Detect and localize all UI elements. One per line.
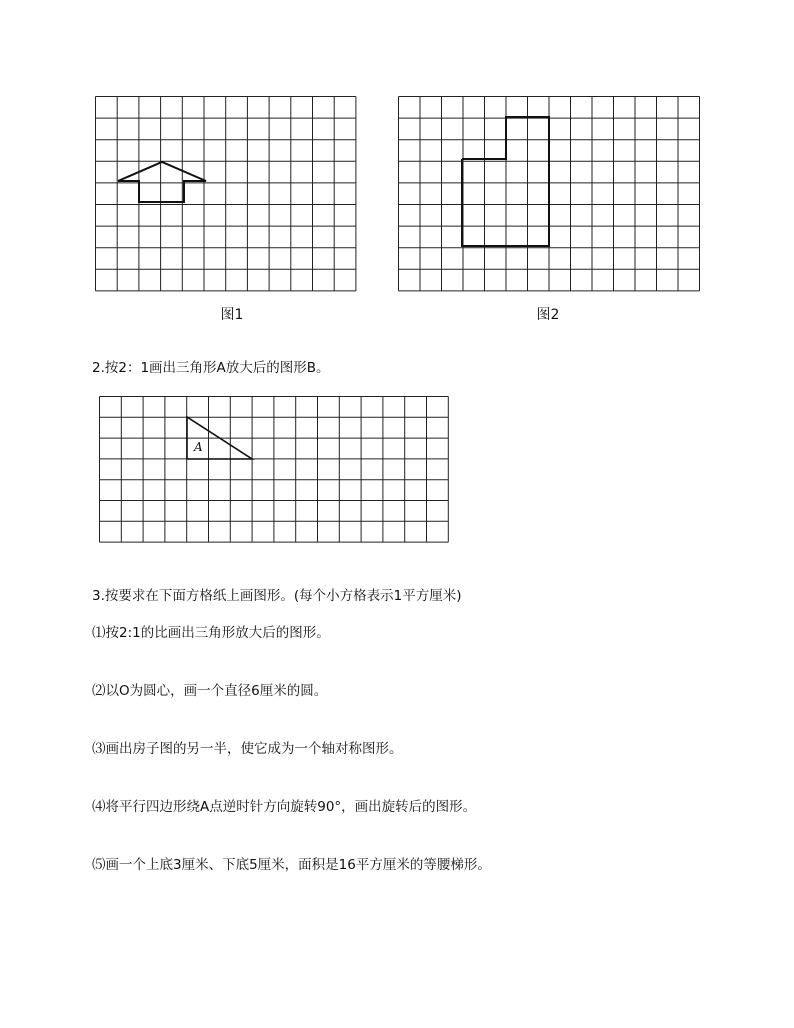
figure-2-grid: [398, 96, 700, 296]
figure-3-grid: [99, 396, 453, 544]
arrow-shape: [118, 162, 206, 202]
question-3-3: ⑶画出房子图的另一半，使它成为一个轴对称图形。: [92, 741, 403, 757]
question-3-4: ⑷将平行四边形绕A点逆时针方向旋转90°，画出旋转后的图形。: [92, 799, 477, 815]
question-3-1: ⑴按2:1的比画出三角形放大后的图形。: [92, 625, 330, 641]
question-3-2: ⑵以O为圆心，画一个直径6厘米的圆。: [92, 683, 328, 699]
figure-1-grid: [95, 96, 359, 296]
figure-3-svg: [99, 396, 453, 544]
figure-2-svg: [398, 96, 700, 296]
figure-1-caption: 图1: [220, 307, 244, 323]
figure-2-caption: 图2: [536, 307, 560, 323]
figure-1-svg: [95, 96, 359, 296]
triangle-a-label: A: [194, 440, 203, 454]
question-2: 2.按2：1画出三角形A放大后的图形B。: [92, 360, 330, 376]
question-3: 3.按要求在下面方格纸上画图形。(每个小方格表示1平方厘米): [92, 588, 462, 604]
question-3-5: ⑸画一个上底3厘米、下底5厘米，面积是16平方厘米的等腰梯形。: [92, 857, 491, 873]
